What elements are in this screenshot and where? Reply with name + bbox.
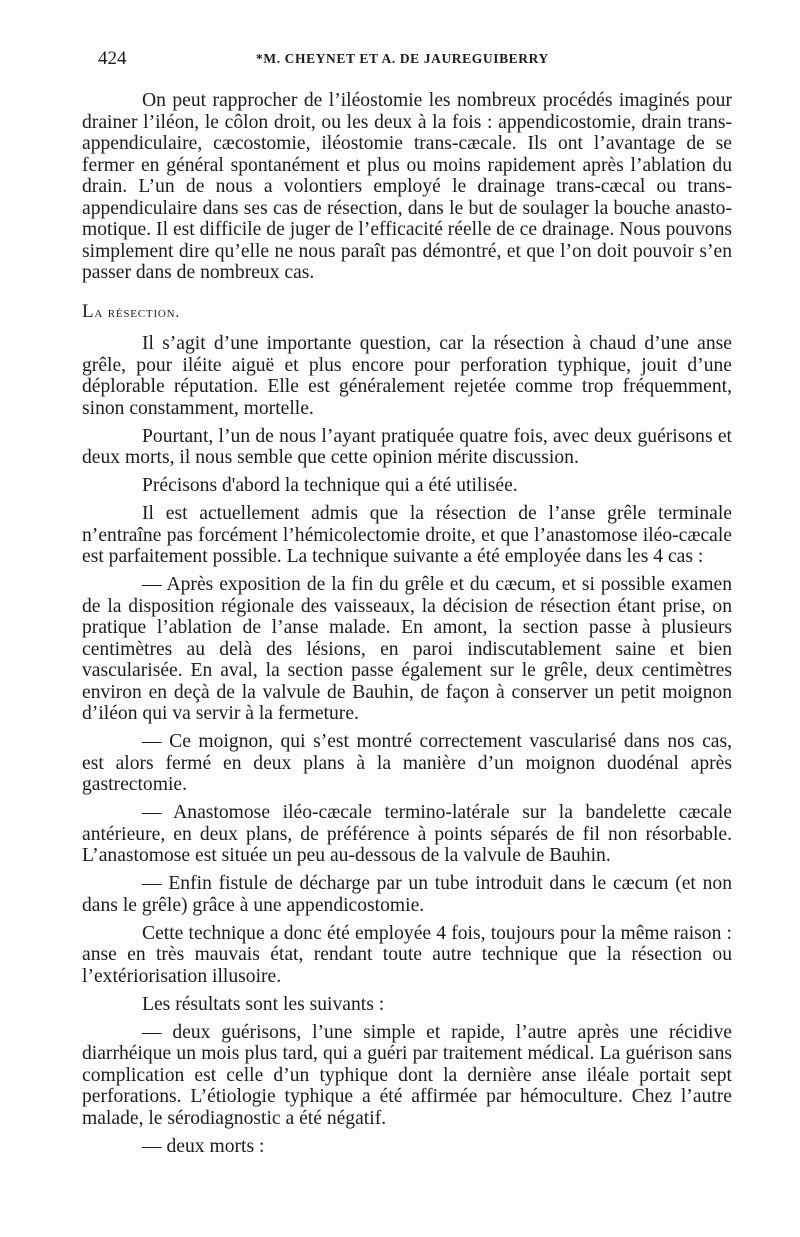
- paragraph: Pourtant, l’un de nous l’ayant pratiquée quatre fois, avec deux guérisons et deux morts, il nous semble que cette opinion mérite discussion.: [82, 425, 732, 468]
- paragraph: Précisons d'abord la technique qui a été utilisée.: [142, 475, 518, 496]
- paragraph: Il s’agit d’une importante question, car la résection à chaud d’une anse grêle, pour iléite aiguë et plus encore pour perforation typhique, jouit d’une déplorable réputation. Elle est généralement rejetée comme trop fréquemment, sinon constamment, mortelle.: [82, 333, 732, 419]
- section-heading: [82, 301, 732, 325]
- paragraph: Les résultats sont les suivants :: [142, 993, 385, 1015]
- running-header: [98, 48, 698, 74]
- list-item: — deux guérisons, l’une simple et rapide, l’autre après une récidive diarrhéique un mois plus tard, qui a guéri par traitement médical. La guérison sans complication est celle d’un typhique dont la dernière anse iléale portait sept perforations. L’étiologie typhique a été affirmée par hémoculture. Chez l’autre malade, le sérodiagnostic a été négatif.: [82, 1021, 732, 1129]
- paragraph: On peut rapprocher de l’iléostomie les nombreux procédés imaginés pour drainer l’iléon, le côlon droit, ou les deux à la fois : appendicostomie, drain trans-appendiculaire, cæcostomie, iléostomie trans-cæcale. Ils ont l’avantage de se fermer en général spontanément et plus ou moins rapidement après l’ablation du drain. L’un de nous a volontiers employé le drainage trans-cæcal ou trans-appendiculaire dans ses cas de résection, dans le but de soulager la bouche anastomotique. Il est difficile de juger de l’efficacité réelle de ce drainage. Nous pouvons simplement dire qu’elle ne nous paraît pas démontré, et que l’on doit pouvoir s’en passer dans de nombreux cas.: [82, 90, 732, 283]
- header-authors: *M. CHEYNET ET A. DE JAUREGUIBERRY: [256, 51, 549, 66]
- list-item: — Après exposition de la fin du grêle et du cæcum, et si possible examen de la disposition régionale des vaisseaux, la décision de résection étant prise, on pratique l’ablation de l’anse malade. En amont, la section passe à plusieurs centimètres au delà des lésions, en paroi indiscutablement saine et bien vascularisée. En aval, la section passe également sur le grêle, deux centimètres environ en deçà de la valvule de Bauhin, de façon à conserver un petit moignon d’iléon qui va servir à la fermeture.: [82, 574, 732, 724]
- page-number: 424: [98, 48, 127, 69]
- paragraph: Cette technique a donc été employée 4 fois, toujours pour la même raison : anse en très mauvais état, rendant toute autre technique que la résection ou l’extériorisation illusoire.: [82, 922, 732, 987]
- list-item: — Ce moignon, qui s’est montré correctement vascularisé dans nos cas, est alors fermé en deux plans à la manière d’un moignon duodénal après gastrectomie.: [82, 731, 732, 795]
- paragraph: Il est actuellement admis que la résection de l’anse grêle terminale n’entraîne pas forcément l’hémicolectomie droite, et que l’anastomose iléo-cæcale est parfaitement possible. La technique suivante a été employée dans les 4 cas :: [82, 503, 732, 567]
- section-heading-initial: L: [82, 300, 95, 322]
- list-item: — Enfin fistule de décharge par un tube introduit dans le cæcum (et non dans le grêle) grâce à une appendicostomie.: [82, 873, 732, 916]
- list-item: — Anastomose iléo-cæcale termino-latérale sur la bandelette cæcale antérieure, en deux plans, de préférence à points séparés de fil non résorbable. L’anastomose est située un peu au-dessous de la valvule de Bauhin.: [82, 802, 732, 866]
- body-text: [82, 90, 732, 1157]
- section-heading-rest: a résection.: [94, 304, 180, 321]
- list-item: — deux morts :: [142, 1135, 265, 1157]
